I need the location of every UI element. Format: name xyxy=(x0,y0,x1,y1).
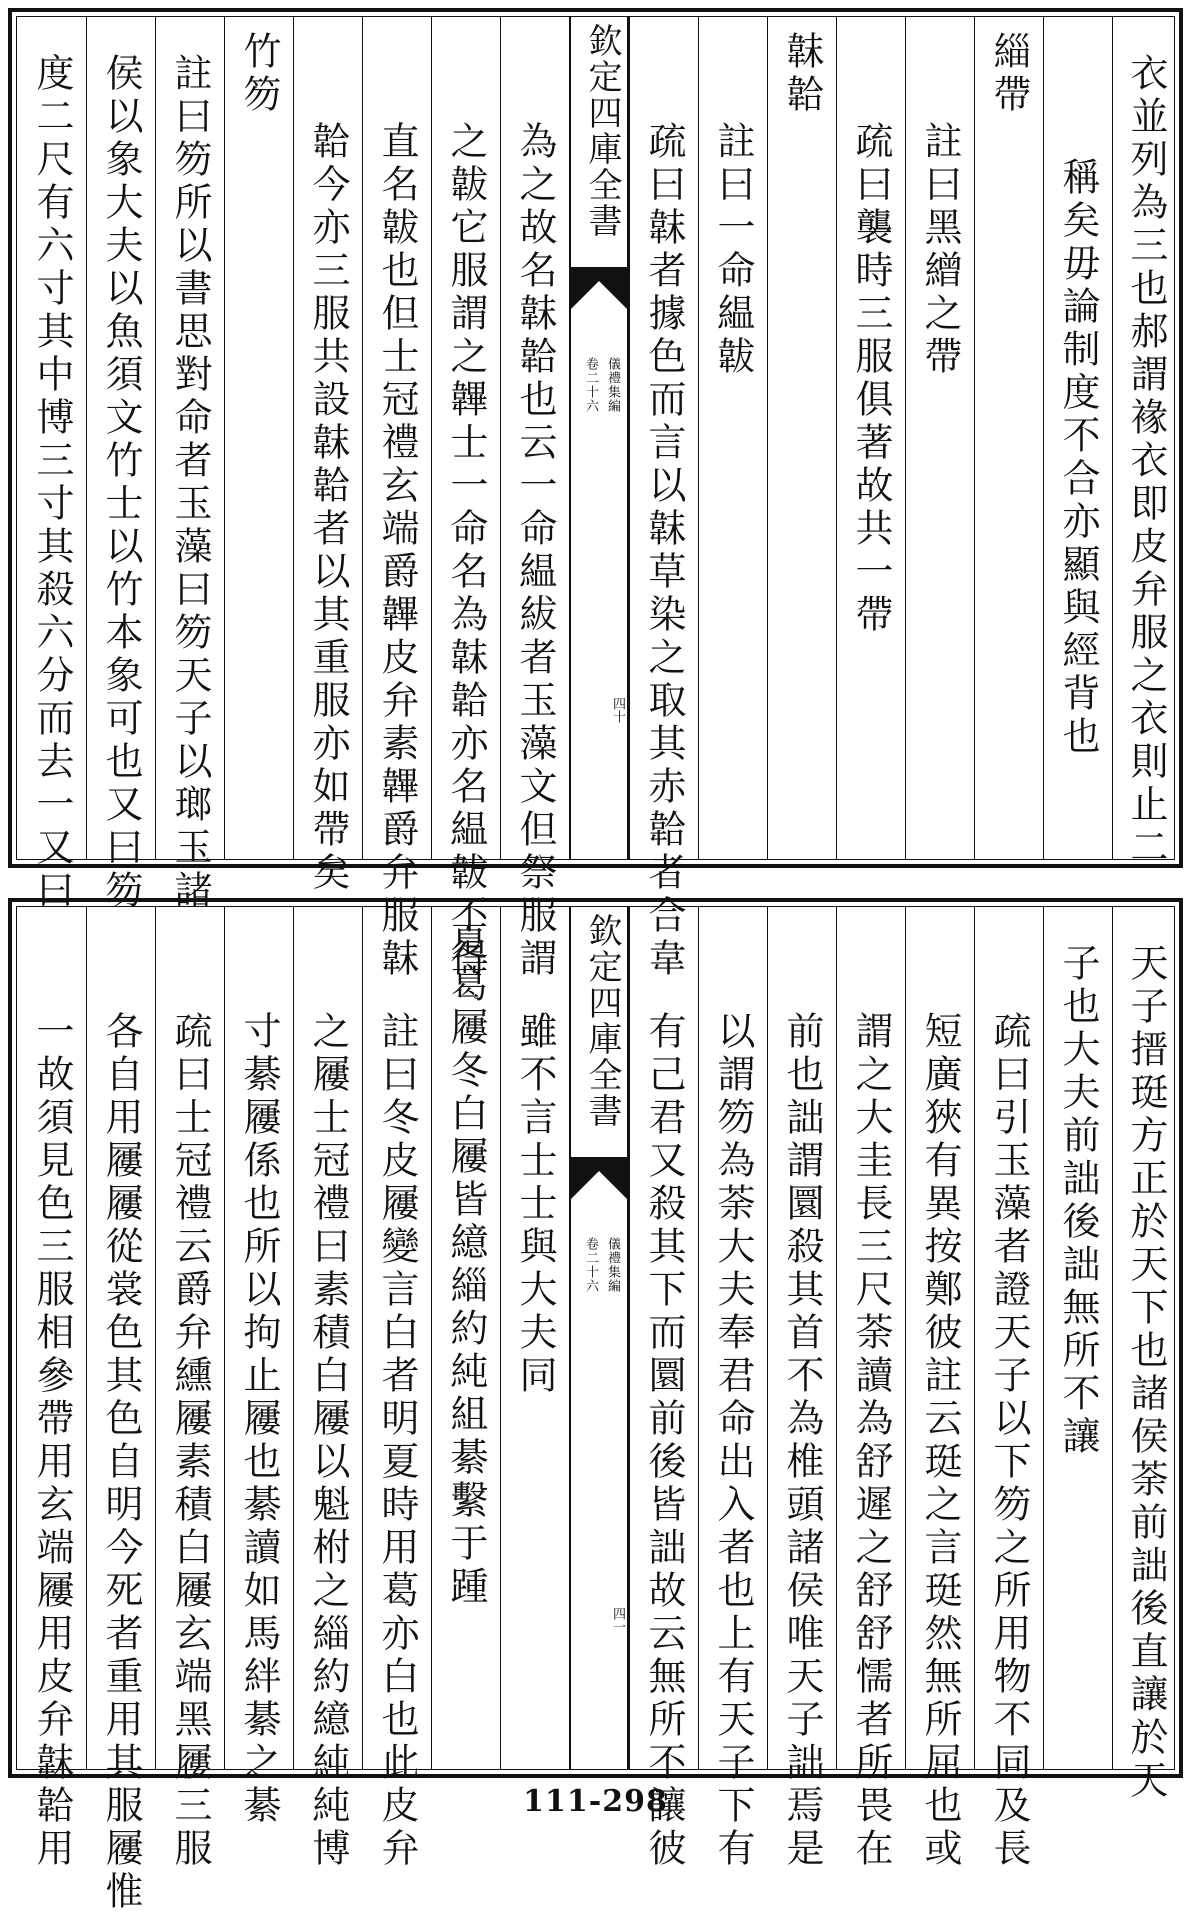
text-column xyxy=(629,17,698,981)
spine-title: 欽定四庫全書 xyxy=(582,23,622,239)
text-column xyxy=(974,907,1043,1871)
column-text: 各自用屨屨從裳色其色自明今死者重用其服屨惟 xyxy=(99,1011,143,1914)
column-text: 疏曰襲時三服俱著故共一帶 xyxy=(849,121,893,637)
text-column xyxy=(767,17,836,859)
column-text: 疏曰士冠禮云爵弁纁屨素積白屨玄端黑屨三服 xyxy=(168,1011,212,1871)
text-column xyxy=(86,907,155,1914)
text-column xyxy=(224,17,293,859)
column-text: 一故須見色三服相參帶用玄端屨用皮弁韎韐用 xyxy=(30,1011,74,1871)
fish-tail-mark xyxy=(571,1157,627,1199)
column-heading: 緇帶 xyxy=(987,31,1031,117)
spine-book-name: 儀禮集編 xyxy=(605,1237,620,1293)
text-column xyxy=(1043,17,1112,859)
column-text: 度二尺有六寸其中博三寸其殺六分而去一又曰 xyxy=(30,53,74,913)
column-text: 雖不言士士與大夫同 xyxy=(513,1011,557,1398)
text-column xyxy=(698,17,767,859)
text-column xyxy=(974,17,1043,859)
spine-book-name: 儀禮集編 xyxy=(605,357,620,413)
text-column xyxy=(836,907,905,1871)
column-text: 侯以象大夫以魚須文竹士以竹本象可也又曰笏 xyxy=(99,53,143,913)
column-text: 直名韍也但士冠禮玄端爵韠皮弁素韠爵弁服韎 xyxy=(375,121,419,981)
fish-tail-mark xyxy=(571,267,627,309)
text-column xyxy=(293,17,362,895)
text-column xyxy=(224,907,293,1828)
text-column xyxy=(1112,17,1180,870)
spine-title: 欽定四庫全書 xyxy=(582,913,622,1129)
column-text: 寸綦屨係也所以拘止屨也綦讀如馬絆綦之綦 xyxy=(237,1011,281,1828)
column-text: 註曰黑繒之帶 xyxy=(918,121,962,379)
text-column xyxy=(500,17,569,981)
text-column xyxy=(767,907,836,1871)
column-heading: 韎韐 xyxy=(780,31,824,117)
text-column xyxy=(905,907,974,1871)
top-page-frame xyxy=(16,16,1175,981)
column-text: 之韍它服謂之韠士一命名為韎韐亦名緼韍不得 xyxy=(444,121,488,981)
column-text: 註曰冬皮屨變言白者明夏時用葛亦白也此皮弁 xyxy=(375,1011,419,1871)
spine-folio: 四十 xyxy=(610,697,625,723)
text-column xyxy=(1112,907,1180,1803)
column-heading: 竹笏 xyxy=(237,31,281,117)
text-column xyxy=(1043,907,1112,1769)
column-text: 以謂笏為荼大夫奉君命出入者也上有天子下有 xyxy=(711,1011,755,1871)
column-text: 有己君又殺其下而圜前後皆詘故云無所不讓彼 xyxy=(642,1011,686,1871)
page-number: 111-298 xyxy=(523,1784,668,1819)
text-column xyxy=(431,907,500,1769)
column-text: 之屨士冠禮曰素積白屨以魁柎之緇約繶純純博 xyxy=(306,1011,350,1871)
column-text: 註曰笏所以書思對命者玉藻曰笏天子以瑯玉諸 xyxy=(168,53,212,913)
top-page-panel xyxy=(8,8,1183,981)
center-spine xyxy=(569,907,629,1769)
text-column xyxy=(17,907,86,1871)
spine-juan: 卷二十六 xyxy=(583,1237,598,1293)
column-text: 衣並列為三也郝謂褖衣即皮弁服之衣則止二 xyxy=(1124,53,1168,870)
center-spine xyxy=(569,17,629,859)
text-column xyxy=(86,17,155,913)
text-column xyxy=(698,907,767,1871)
column-text: 子也大夫前詘後詘無所不讓 xyxy=(1056,943,1100,1459)
text-column xyxy=(500,907,569,1769)
column-text: 天子搢珽方正於天下也諸侯荼前詘後直讓於天 xyxy=(1124,943,1168,1803)
text-column xyxy=(836,17,905,859)
text-column xyxy=(905,17,974,859)
column-text: 謂之大圭長三尺荼讀為舒遲之舒舒懦者所畏在 xyxy=(849,1011,893,1871)
column-text: 註曰一命緼韍 xyxy=(711,121,755,379)
column-text: 韐今亦三服共設韎韐者以其重服亦如帶矣 xyxy=(306,121,350,895)
text-column xyxy=(362,907,431,1871)
column-text: 為之故名韎韐也云一命緼紱者玉藻文但祭服謂 xyxy=(513,121,557,981)
column-heading: 夏葛屨冬白屨皆繶緇約純組綦繫于踵 xyxy=(444,921,488,1609)
column-text: 前也詘謂圜殺其首不為椎頭諸侯唯天子詘焉是 xyxy=(780,1011,824,1871)
text-column xyxy=(17,17,86,913)
text-column xyxy=(362,17,431,981)
column-text: 疏曰引玉藻者證天子以下笏之所用物不同及長 xyxy=(987,1011,1031,1871)
text-column xyxy=(155,907,224,1871)
text-column xyxy=(293,907,362,1871)
column-text: 疏曰韎者據色而言以韎草染之取其赤韐者合韋 xyxy=(642,121,686,981)
text-column xyxy=(155,17,224,913)
spine-juan: 卷二十六 xyxy=(583,357,598,413)
spine-folio: 四一 xyxy=(610,1607,625,1633)
text-column xyxy=(629,907,698,1871)
column-text: 短廣狹有異按鄭彼註云珽之言珽然無所屈也或 xyxy=(918,1011,962,1871)
text-column xyxy=(431,17,500,981)
column-text: 稱矣毋論制度不合亦顯與經背也 xyxy=(1056,157,1100,759)
